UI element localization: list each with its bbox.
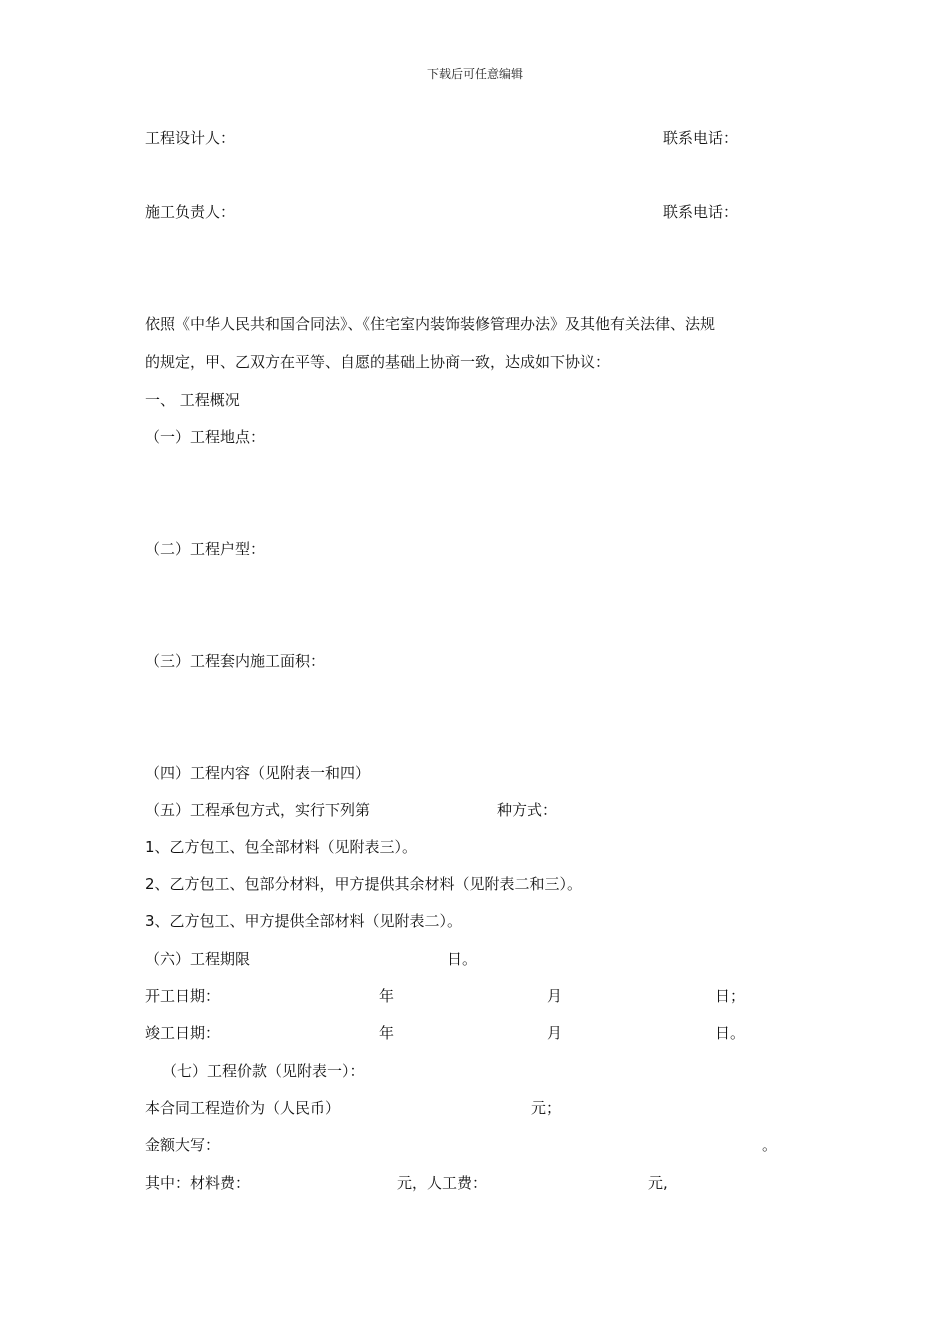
end-day: 日。 [715,1024,746,1042]
contract-mode-suffix: 种方式： [497,801,558,819]
unit-type-label: （二）工程户型： [145,540,266,558]
price-line: 本合同工程造价为（人民币） [145,1099,341,1117]
preamble-line-2: 的规定，甲、乙双方在平等、自愿的基础上协商一致，达成如下协议： [145,353,611,371]
start-day: 日； [715,987,746,1005]
construction-phone-label: 联系电话： [663,203,739,221]
end-year: 年 [379,1024,395,1042]
labor-fee-label: 元，人工费： [397,1174,488,1192]
labor-fee-end: 元, [648,1174,668,1192]
mode-1: 1、乙方包工、包全部材料（见附表三）。 [145,838,418,856]
start-year: 年 [379,987,395,1005]
area-label: （三）工程套内施工面积： [145,652,326,670]
period-suffix: 日。 [447,950,478,968]
designer-phone-label: 联系电话： [663,129,739,147]
mode-3: 3、乙方包工、甲方提供全部材料（见附表二）。 [145,912,463,930]
designer-label: 工程设计人： [145,129,236,147]
location-label: （一）工程地点： [145,428,266,446]
contract-mode-label: （五）工程承包方式，实行下列第 [145,801,371,819]
amount-words-end: 。 [762,1136,778,1154]
period-label: （六）工程期限 [145,950,251,968]
start-month: 月 [547,987,563,1005]
end-date-label: 竣工日期： [145,1024,221,1042]
start-date-label: 开工日期： [145,987,221,1005]
content-label: （四）工程内容（见附表一和四） [145,764,371,782]
header-note: 下载后可任意编辑 [426,67,523,81]
price-title: （七）工程价款（见附表一）： [162,1062,365,1080]
amount-words-label: 金额大写： [145,1136,221,1154]
section-title-overview: 一、 工程概况 [145,391,240,409]
material-fee-label: 其中：材料费： [145,1174,251,1192]
price-yuan: 元； [531,1099,562,1117]
end-month: 月 [547,1024,563,1042]
preamble-line-1: 依照《中华人民共和国合同法》、《住宅室内装饰装修管理办法》及其他有关法律、法规 [145,315,716,333]
construction-lead-label: 施工负责人： [145,203,236,221]
mode-2: 2、乙方包工、包部分材料，甲方提供其余材料（见附表二和三）。 [145,875,583,893]
